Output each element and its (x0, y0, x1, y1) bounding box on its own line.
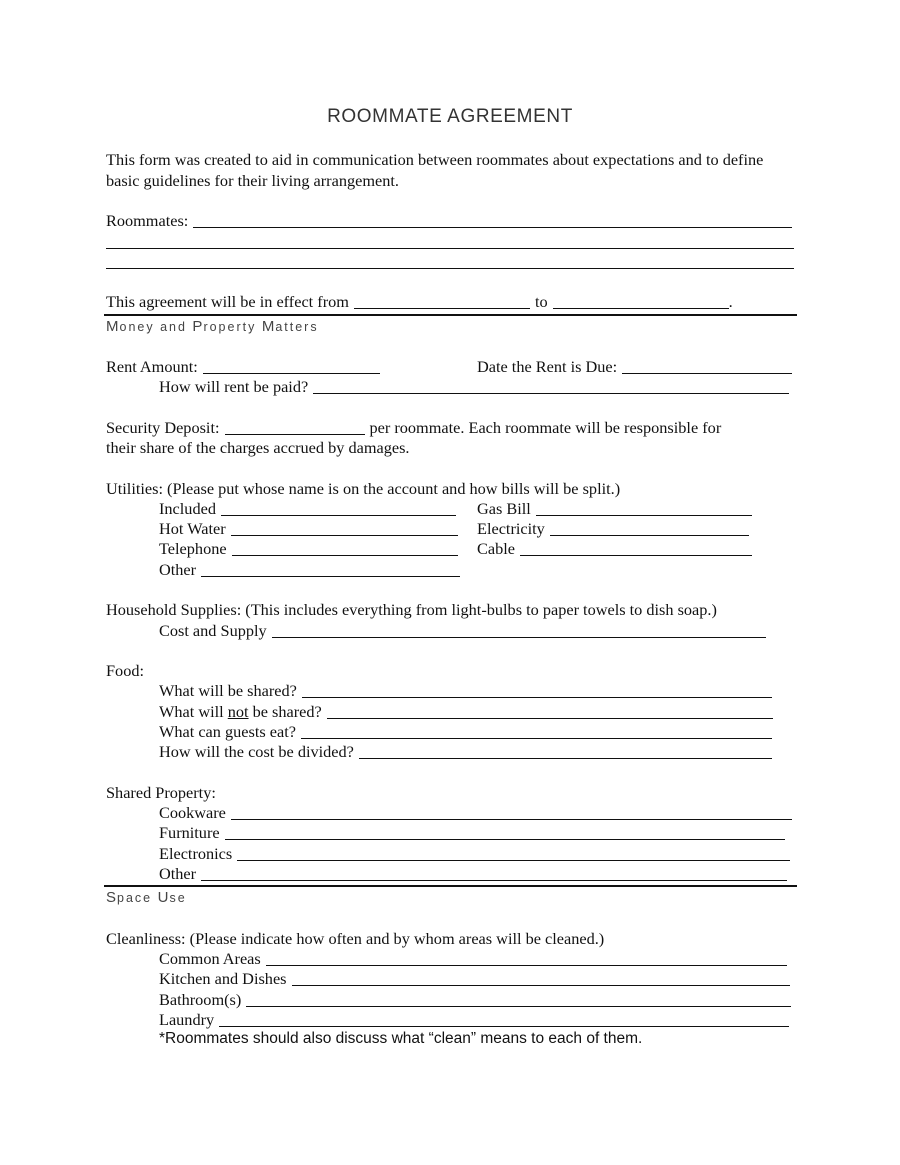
utility-gas-row (477, 499, 752, 519)
property-heading-text: Shared Property: (106, 783, 216, 802)
deposit-field[interactable] (225, 434, 365, 435)
deposit-row (106, 418, 796, 438)
cleanliness-heading-text: Cleanliness: (Please indicate how often and by whom areas will be cleaned.) (106, 929, 605, 948)
roommates-field-3[interactable] (106, 268, 794, 269)
deposit-per-text: per roommate. Each roommate will be responsible for (369, 418, 722, 437)
property-electronics-label: Electronics (159, 844, 233, 863)
utility-electricity-row (477, 519, 749, 539)
utility-included-label: Included (159, 499, 216, 518)
utility-electricity-label: Electricity (477, 519, 545, 538)
food-heading-text: Food: (106, 661, 145, 680)
clean-kitchen-field[interactable] (292, 985, 790, 986)
clean-common-label: Common Areas (159, 949, 261, 968)
utility-other-field[interactable] (201, 576, 460, 577)
cleanliness-heading (106, 929, 604, 949)
utility-gas-label: Gas Bill (477, 499, 531, 518)
clean-bathroom-field[interactable] (246, 1006, 791, 1007)
clean-common-row (159, 949, 787, 969)
rent-due-row (477, 357, 792, 377)
utility-telephone-label: Telephone (159, 539, 227, 558)
utility-cable-field[interactable] (520, 555, 752, 556)
utility-hotwater-field[interactable] (231, 535, 458, 536)
food-cost-field[interactable] (359, 758, 772, 759)
effect-row (106, 292, 766, 312)
roommates-field-2[interactable] (106, 248, 794, 249)
rent-amount-label: Rent Amount: (106, 357, 198, 376)
food-not-shared-label: What will not be shared? (159, 702, 322, 721)
clean-bathroom-label: Bathroom(s) (159, 990, 242, 1009)
utilities-heading (106, 479, 620, 499)
property-other-field[interactable] (201, 880, 787, 881)
food-guests-field[interactable] (301, 738, 772, 739)
supplies-heading-text: Household Supplies: (This includes everything from light-bulbs to paper towels to dish soap.) (106, 600, 717, 619)
utility-cable-label: Cable (477, 539, 515, 558)
property-cookware-field[interactable] (231, 819, 792, 820)
section-divider-money (104, 314, 797, 316)
effect-label: This agreement will be in effect from (106, 292, 349, 311)
rent-amount-field[interactable] (203, 373, 380, 374)
section-heading-space: Space Use (106, 889, 187, 906)
section-divider-space (104, 885, 797, 887)
property-furniture-row (159, 823, 785, 843)
deposit-line2 (106, 438, 409, 458)
food-heading (106, 661, 144, 681)
roommates-field-1[interactable] (193, 227, 792, 228)
property-cookware-label: Cookware (159, 803, 226, 822)
clean-note: *Roommates should also discuss what “clean” means to each of them. (159, 1030, 643, 1047)
clean-laundry-row (159, 1010, 789, 1030)
intro-paragraph: This form was created to aid in communication between roommates about expectations and to define basic guidelines for their living arrangement. (106, 150, 764, 190)
supplies-cost-field[interactable] (272, 637, 766, 638)
utility-other-row (159, 560, 460, 580)
property-other-label: Other (159, 864, 197, 883)
deposit-line2-text: their share of the charges accrued by damages. (106, 438, 410, 457)
property-electronics-row (159, 844, 790, 864)
utility-included-row (159, 499, 456, 519)
end-date-field[interactable] (553, 308, 729, 309)
clean-kitchen-row (159, 969, 790, 989)
section-heading-money: Money and Property Matters (106, 318, 319, 335)
rent-paid-field[interactable] (313, 393, 789, 394)
food-shared-label: What will be shared? (159, 681, 297, 700)
utilities-heading-text: Utilities: (Please put whose name is on the account and how bills will be split.) (106, 479, 621, 498)
property-furniture-label: Furniture (159, 823, 220, 842)
form-title: ROOMMATE AGREEMENT (327, 106, 573, 127)
rent-due-label: Date the Rent is Due: (477, 357, 618, 376)
clean-laundry-field[interactable] (219, 1026, 789, 1027)
utility-hotwater-row (159, 519, 458, 539)
food-cost-row (159, 742, 772, 762)
food-shared-field[interactable] (302, 697, 772, 698)
rent-paid-label: How will rent be paid? (159, 377, 309, 396)
food-not-shared-row (159, 702, 773, 722)
food-guests-label: What can guests eat? (159, 722, 296, 741)
clean-laundry-label: Laundry (159, 1010, 215, 1029)
clean-common-field[interactable] (266, 965, 787, 966)
supplies-heading (106, 600, 717, 620)
utility-telephone-row (159, 539, 458, 559)
utility-included-field[interactable] (221, 515, 456, 516)
clean-bathroom-row (159, 990, 791, 1010)
utility-other-label: Other (159, 560, 197, 579)
rent-due-field[interactable] (622, 373, 792, 374)
property-other-row (159, 864, 787, 884)
rent-paid-row (159, 377, 789, 397)
effect-period: . (728, 292, 733, 311)
property-furniture-field[interactable] (225, 839, 785, 840)
roommates-label: Roommates: (106, 211, 189, 230)
utility-hotwater-label: Hot Water (159, 519, 226, 538)
effect-to-label: to (534, 292, 548, 311)
deposit-label: Security Deposit: (106, 418, 220, 437)
property-heading (106, 783, 216, 803)
food-cost-label: How will the cost be divided? (159, 742, 354, 761)
rent-amount-row (106, 357, 380, 377)
clean-kitchen-label: Kitchen and Dishes (159, 969, 287, 988)
utility-gas-field[interactable] (536, 515, 752, 516)
roommates-row (106, 211, 792, 231)
food-guests-row (159, 722, 772, 742)
start-date-field[interactable] (354, 308, 530, 309)
supplies-cost-label: Cost and Supply (159, 621, 267, 640)
utility-cable-row (477, 539, 752, 559)
property-cookware-row (159, 803, 792, 823)
utility-electricity-field[interactable] (550, 535, 749, 536)
food-shared-row (159, 681, 772, 701)
utility-telephone-field[interactable] (232, 555, 458, 556)
food-not-shared-field[interactable] (327, 718, 773, 719)
supplies-cost-row (159, 621, 766, 641)
property-electronics-field[interactable] (237, 860, 790, 861)
